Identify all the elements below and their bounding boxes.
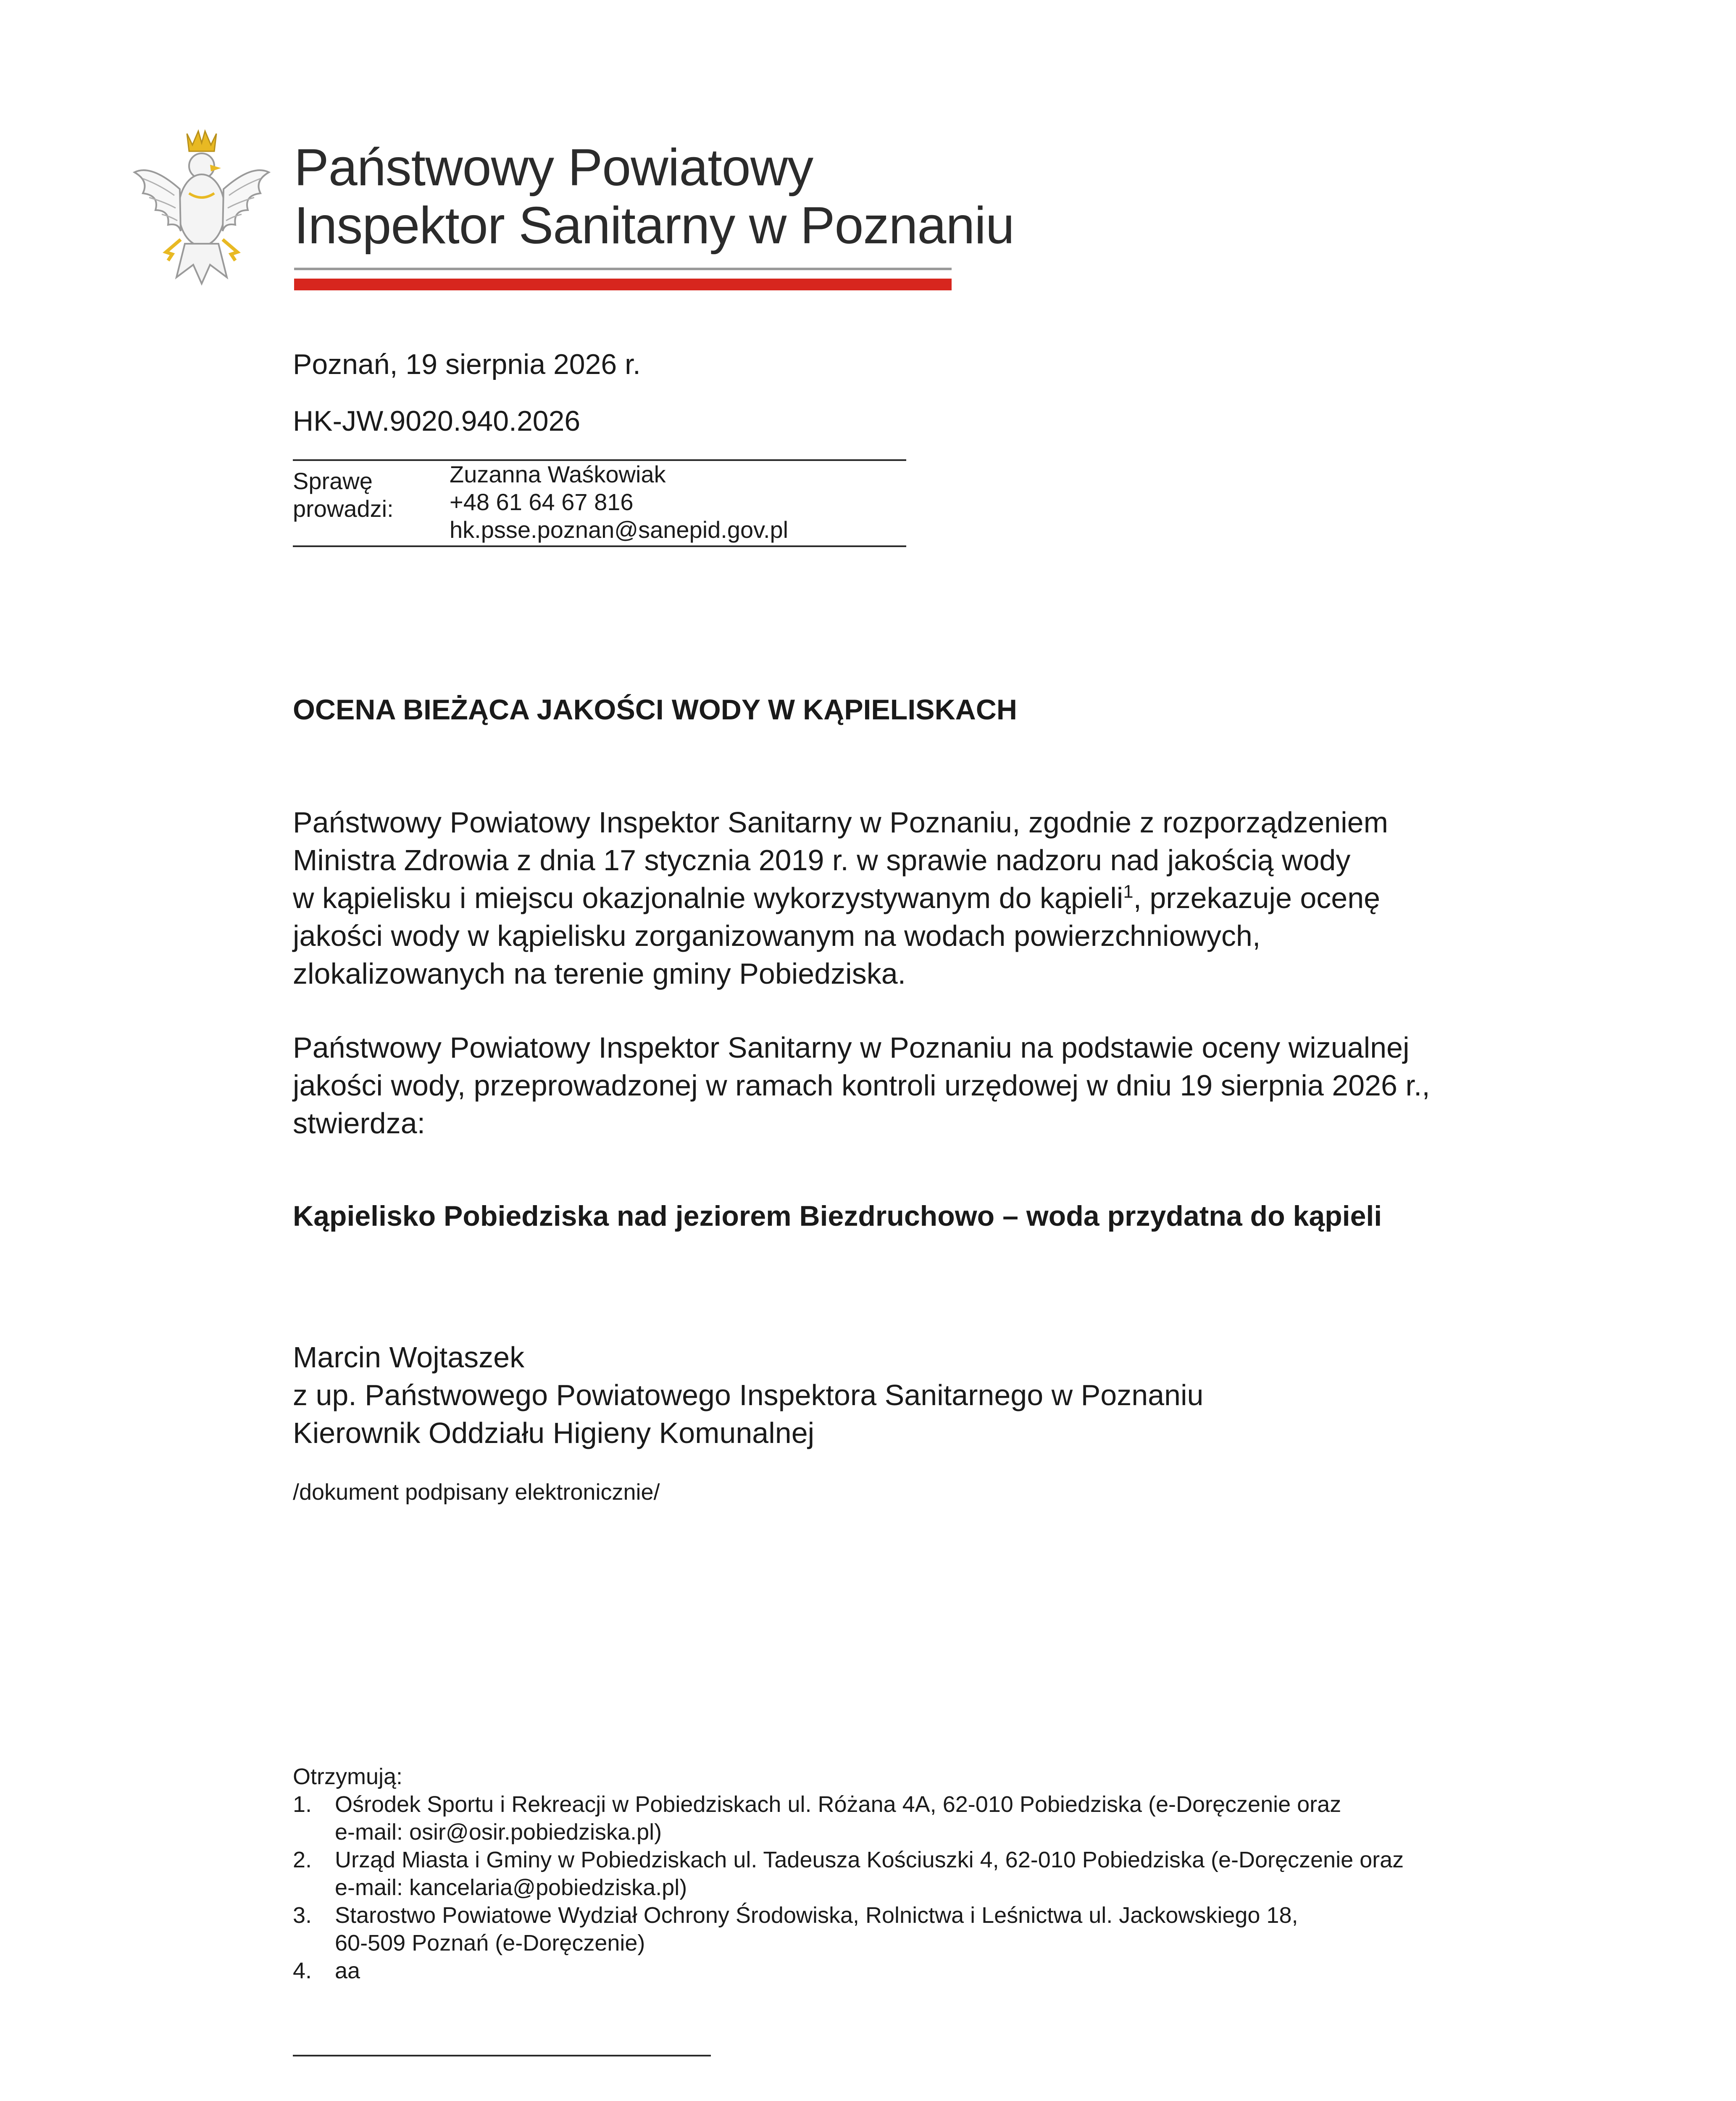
recipient-line: Ośrodek Sportu i Rekreacji w Pobiedziskach ul. Różana 4A, 62-010 Pobiedziska (e-Doręczenie oraz (335, 1792, 1341, 1817)
paragraph-1-line1: Państwowy Powiatowy Inspektor Sanitarny w Poznaniu, zgodnie z rozporządzeniem (293, 806, 1388, 839)
paragraph-2 (293, 1029, 1511, 1142)
institution-name-line2: Inspektor Sanitarny w Poznaniu (294, 197, 1014, 255)
paragraph-1-line5: zlokalizowanych na terenie gminy Pobiedziska. (293, 957, 906, 990)
polish-eagle-emblem (126, 126, 277, 294)
reference-number: HK-JW.9020.940.2026 (293, 405, 581, 437)
handler-label-line2: prowadzi: (293, 495, 394, 522)
signatory-role-2: Kierownik Oddziału Higieny Komunalnej (293, 1416, 815, 1449)
recipient-line: Starostwo Powiatowe Wydział Ochrony Środowiska, Rolnictwa i Leśnictwa ul. Jackowskiego 18, (335, 1903, 1298, 1928)
recipient-line: e-mail: osir@osir.pobiedziska.pl) (335, 1819, 662, 1845)
paragraph-1-line4: jakości wody w kąpielisku zorganizowanym na wodach powierzchniowych, (293, 919, 1261, 952)
handler-phone: +48 61 64 67 816 (450, 489, 634, 515)
header-red-rule (294, 279, 952, 290)
recipient-number: 2. (293, 1847, 312, 1872)
handler-label (293, 467, 394, 523)
paragraph-1 (293, 803, 1511, 993)
meta-bottom-rule (293, 545, 906, 547)
institution-name-line1: Państwowy Powiatowy (294, 139, 813, 197)
header-gray-rule (294, 268, 952, 270)
institution-name (294, 139, 1014, 255)
recipient-item (293, 1957, 1553, 1985)
recipient-item (293, 1846, 1553, 1901)
footnote-reference: 1 (1123, 882, 1134, 902)
recipient-number: 1. (293, 1792, 312, 1817)
recipient-number: 4. (293, 1958, 312, 1983)
paragraph-2-line2: jakości wody, przeprowadzonej w ramach kontroli urzędowej w dniu 19 sierpnia 2026 r., (293, 1069, 1430, 1102)
paragraph-2-line3: stwierdza: (293, 1107, 426, 1140)
recipients-list (293, 1763, 1553, 1985)
recipient-item (293, 1901, 1553, 1957)
signatory-role-1: z up. Państwowego Powiatowego Inspektora Sanitarnego w Poznaniu (293, 1379, 1204, 1411)
bathing-site-verdict: Kąpielisko Pobiedziska nad jeziorem Biezdruchowo – woda przydatna do kąpieli (293, 1200, 1382, 1232)
paragraph-1-line3 (293, 879, 1511, 917)
signature-block (293, 1338, 1203, 1452)
recipient-line: e-mail: kancelaria@pobiedziska.pl) (335, 1875, 687, 1900)
footnote-separator (293, 2055, 711, 2056)
handler-name: Zuzanna Waśkowiak (450, 461, 666, 487)
electronic-signature-note: /dokument podpisany elektronicznie/ (293, 1480, 660, 1505)
recipients-heading: Otrzymują: (293, 1764, 403, 1789)
handler-email: hk.psse.poznan@sanepid.gov.pl (450, 516, 789, 543)
recipient-number: 3. (293, 1903, 312, 1928)
handler-label-line1: Sprawę (293, 468, 373, 494)
document-date: Poznań, 19 sierpnia 2026 r. (293, 348, 641, 380)
recipient-line: Urząd Miasta i Gminy w Pobiedziskach ul. Tadeusza Kościuszki 4, 62-010 Pobiedziska (e-Doręczenie oraz (335, 1847, 1404, 1872)
paragraph-2-line1: Państwowy Powiatowy Inspektor Sanitarny w Poznaniu na podstawie oceny wizualnej (293, 1031, 1410, 1064)
paragraph-1-line3b: , przekazuje ocenę (1133, 882, 1381, 914)
recipient-line: 60-509 Poznań (e-Doręczenie) (335, 1930, 645, 1956)
handler-details (450, 461, 788, 544)
document-title: OCENA BIEŻĄCA JAKOŚCI WODY W KĄPIELISKACH (293, 694, 1018, 726)
paragraph-1-line2: Ministra Zdrowia z dnia 17 stycznia 2019 r. w sprawie nadzoru nad jakością wody (293, 844, 1351, 877)
recipient-line: aa (335, 1958, 360, 1983)
paragraph-1-line3a: w kąpielisku i miejscu okazjonalnie wykorzystywanym do kąpieli (293, 882, 1123, 914)
signatory-name: Marcin Wojtaszek (293, 1341, 525, 1374)
recipient-item (293, 1790, 1553, 1846)
